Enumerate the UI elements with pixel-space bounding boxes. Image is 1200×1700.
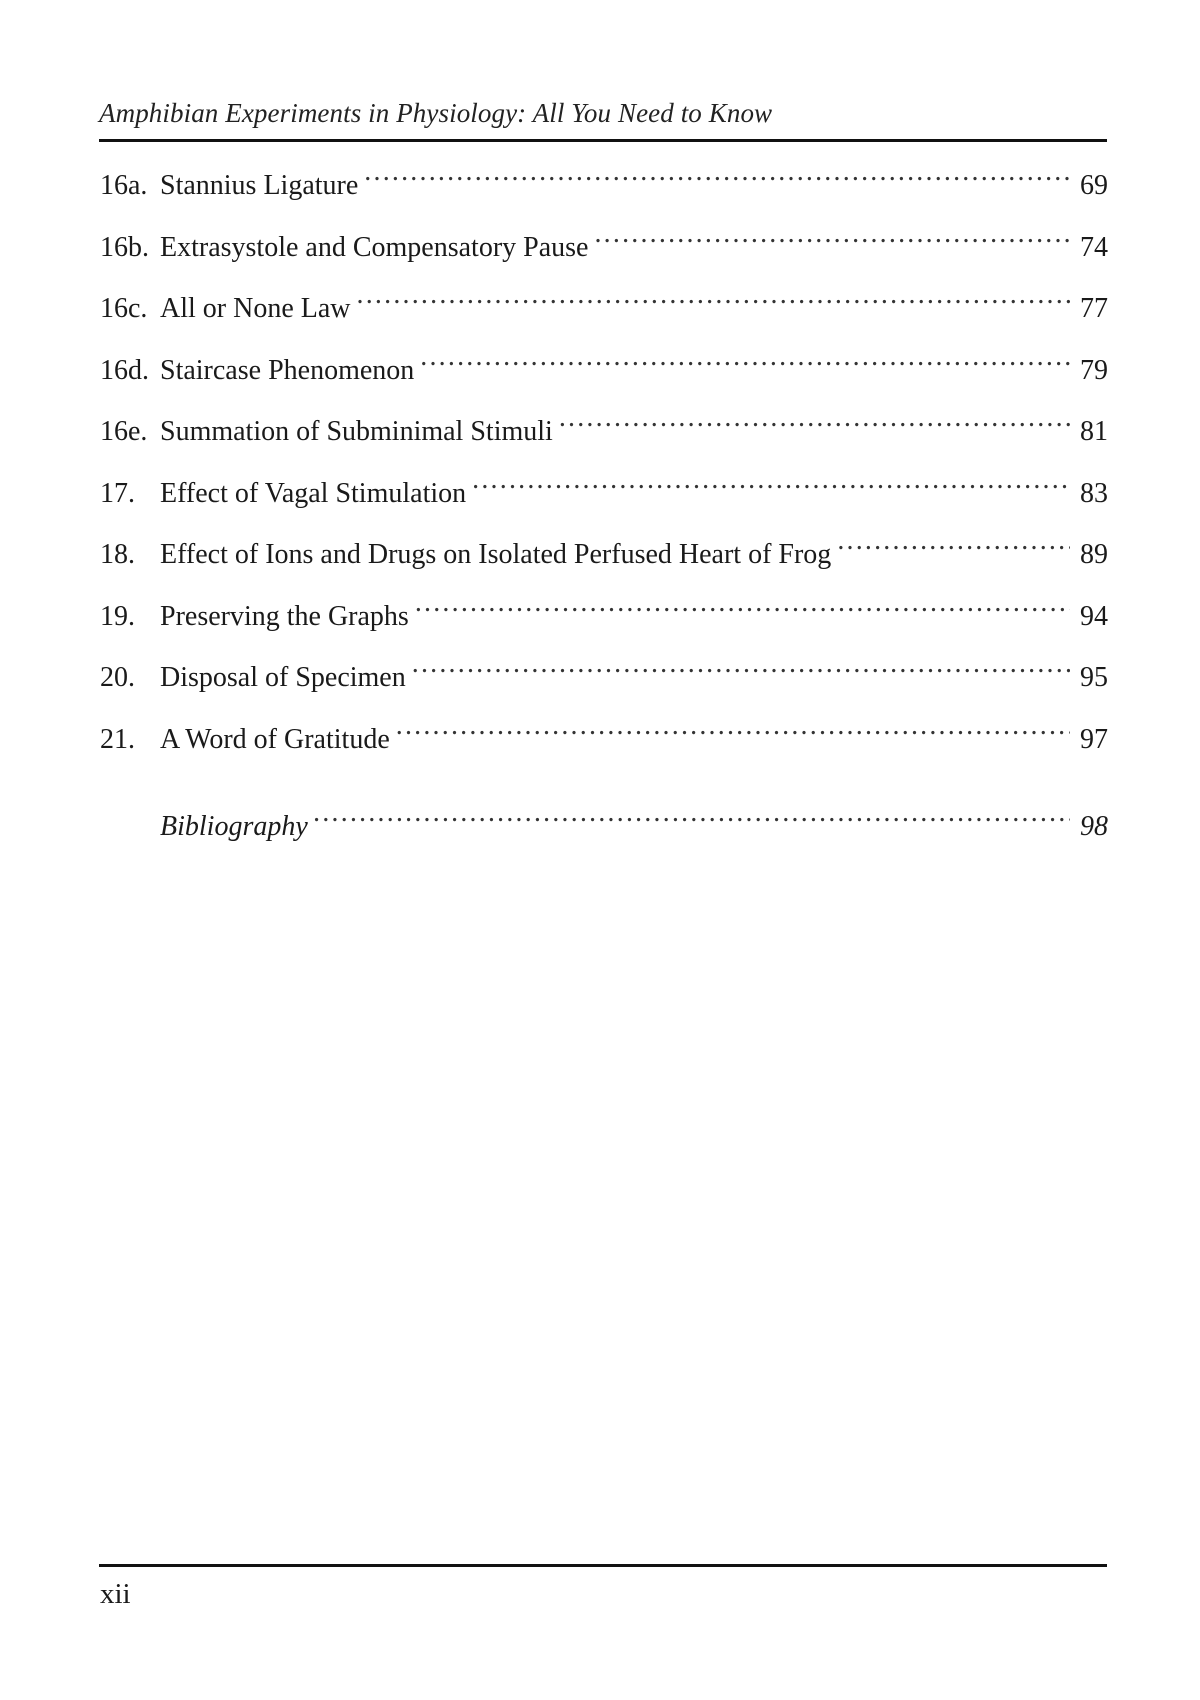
- dot-leader: [420, 335, 1070, 379]
- toc-entry-page: 95: [1080, 662, 1108, 693]
- toc-entry-number: 21.: [100, 723, 135, 755]
- toc-entry-page: 89: [1080, 539, 1108, 570]
- page-number: xii: [100, 1578, 131, 1610]
- toc-entry-title: Disposal of Specimen: [160, 662, 406, 693]
- toc-entry-page: 97: [1080, 723, 1108, 755]
- toc-entry-number: 16a.: [100, 170, 148, 201]
- dot-leader: [594, 212, 1070, 256]
- toc-entry-title: A Word of Gratitude: [160, 723, 390, 755]
- toc-entry-16d[interactable]: [100, 335, 1108, 397]
- toc-entry-number: 19.: [100, 600, 135, 632]
- toc-entry-page: 83: [1080, 477, 1108, 509]
- toc-entry-number: 17.: [100, 477, 135, 509]
- toc-entry-number: 18.: [100, 539, 135, 570]
- dot-leader: [415, 581, 1070, 625]
- dot-leader: [472, 458, 1070, 502]
- toc-entry-page: 74: [1080, 231, 1108, 263]
- toc-entry-page: 69: [1080, 170, 1108, 201]
- toc-entry-17[interactable]: [100, 458, 1108, 520]
- footer-rule: [99, 1564, 1107, 1567]
- toc-entry-18[interactable]: [100, 519, 1108, 581]
- toc-entry-number: 16e.: [100, 416, 148, 447]
- toc-entry-title: Stannius Ligature: [160, 170, 359, 201]
- toc-entry-page: 81: [1080, 416, 1108, 447]
- toc-entry-page: 79: [1080, 354, 1108, 386]
- toc-entry-16c[interactable]: [100, 273, 1108, 335]
- toc-entry-title: Effect of Ions and Drugs on Isolated Perfused Heart of Frog: [160, 539, 832, 570]
- toc-entry-title: All or None Law: [160, 293, 351, 324]
- toc-entry-title: Bibliography: [160, 811, 308, 842]
- toc-entry-title: Extrasystole and Compensatory Pause: [160, 231, 589, 263]
- toc-entry-title: Preserving the Graphs: [160, 600, 409, 632]
- toc-entry-bibliography[interactable]: [100, 791, 1108, 853]
- toc-entry-page: 94: [1080, 600, 1108, 632]
- dot-leader: [559, 396, 1070, 440]
- toc-entry-16e[interactable]: [100, 396, 1108, 458]
- toc-entry-number: 16d.: [100, 354, 149, 386]
- running-header: Amphibian Experiments in Physiology: All You Need to Know: [99, 98, 773, 128]
- toc-entry-16b[interactable]: [100, 212, 1108, 274]
- toc-entry-number: 16c.: [100, 293, 148, 324]
- toc-entry-21[interactable]: [100, 704, 1108, 766]
- dot-leader: [357, 273, 1070, 317]
- toc-entry-title: Effect of Vagal Stimulation: [160, 477, 467, 509]
- toc-entry-20[interactable]: [100, 642, 1108, 704]
- dot-leader: [412, 642, 1070, 686]
- dot-leader: [314, 791, 1070, 835]
- dot-leader: [364, 150, 1070, 194]
- toc-entry-title: Summation of Subminimal Stimuli: [160, 416, 553, 447]
- toc-entry-number: 20.: [100, 662, 135, 693]
- dot-leader: [837, 519, 1070, 563]
- toc-entry-number: 16b.: [100, 231, 149, 263]
- header-rule: [99, 139, 1107, 142]
- table-of-contents: [100, 150, 1108, 853]
- toc-entry-page: 98: [1080, 811, 1108, 842]
- toc-entry-page: 77: [1080, 293, 1108, 324]
- toc-entry-title: Staircase Phenomenon: [160, 354, 415, 386]
- toc-entry-16a[interactable]: [100, 150, 1108, 212]
- toc-entry-19[interactable]: [100, 581, 1108, 643]
- dot-leader: [396, 704, 1070, 748]
